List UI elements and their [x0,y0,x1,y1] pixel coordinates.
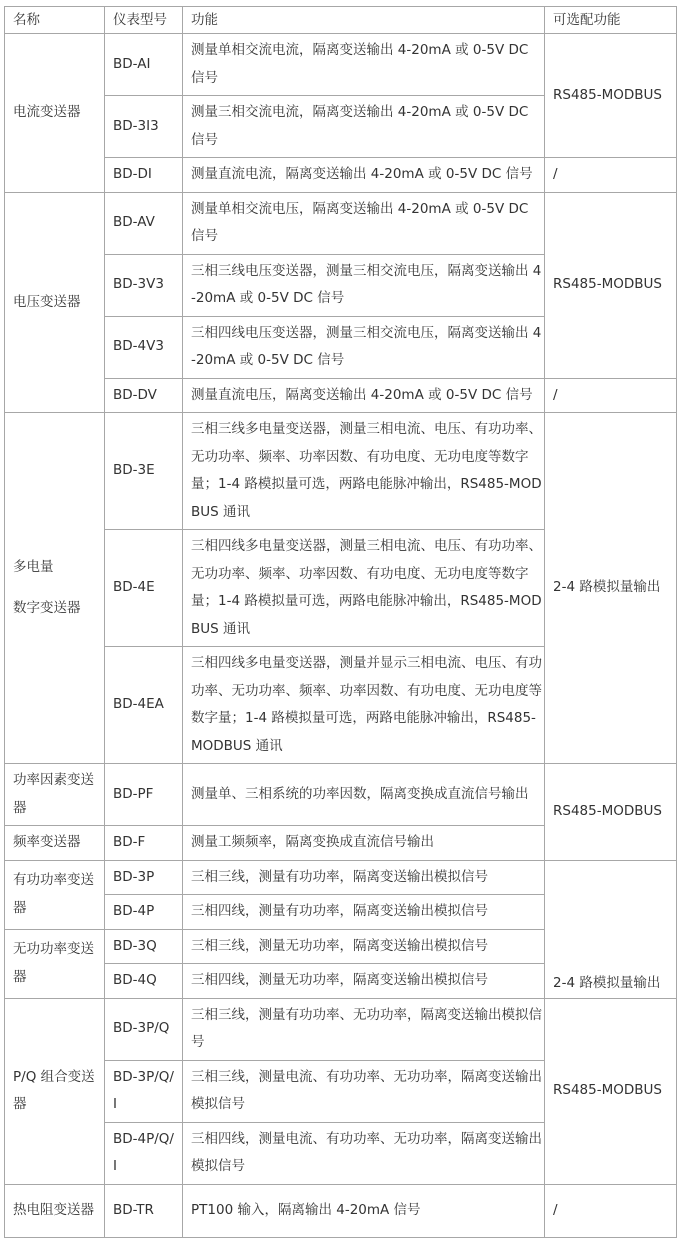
function-cell: 三相三线，测量电流、有功功率、无功功率，隔离变送输出模拟信号 [183,1060,545,1122]
table-row [5,378,677,413]
table-row [5,860,677,895]
table-row [5,998,677,1060]
model-cell: BD-F [105,826,183,861]
function-cell: 测量单相交流电压，隔离变送输出 4-20mA 或 0-5V DC 信号 [183,192,545,254]
table-row [5,192,677,254]
category-name: 有功功率变送器 [5,860,105,929]
model-cell: BD-3P [105,860,183,895]
model-cell: BD-4Q [105,964,183,999]
optional-cell: RS485-MODBUS [545,998,677,1184]
model-cell: BD-TR [105,1184,183,1237]
model-cell: BD-3Q [105,929,183,964]
transmitter-spec-table [4,6,677,1238]
function-cell: 三相三线多电量变送器，测量三相电流、电压、有功功率、无功功率、频率、功率因数、有功电度、无功电度等数字量；1-4 路模拟量可选，两路电能脉冲输出，RS485-MODBUS 通讯 [183,413,545,530]
category-name [5,413,105,764]
function-cell: 三相三线电压变送器，测量三相交流电压，隔离变送输出 4-20mA 或 0-5V DC 信号 [183,254,545,316]
category-name: 功率因素变送器 [5,764,105,826]
header-model: 仪表型号 [105,7,183,34]
header-function: 功能 [183,7,545,34]
model-cell: BD-4P/Q/I [105,1122,183,1184]
model-cell: BD-4E [105,530,183,647]
category-name-line1: 多电量 [13,558,54,575]
model-cell: BD-PF [105,764,183,826]
function-cell: 三相四线，测量有功功率，隔离变送输出模拟信号 [183,895,545,930]
category-name-line2: 数字变送器 [13,600,81,616]
header-row [5,7,677,34]
function-cell: 三相四线，测量电流、有功功率、无功功率，隔离变送输出模拟信号 [183,1122,545,1184]
model-cell: BD-DV [105,378,183,413]
optional-cell: 2-4 路模拟量输出 [545,860,677,998]
function-cell: 测量直流电压，隔离变送输出 4-20mA 或 0-5V DC 信号 [183,378,545,413]
function-cell: 测量单相交流电流，隔离变送输出 4-20mA 或 0-5V DC 信号 [183,34,545,96]
model-cell: BD-3E [105,413,183,530]
function-cell: 三相四线多电量变送器，测量并显示三相电流、电压、有功功率、无功功率、频率、功率因数、有功电度、无功电度等数字量；1-4 路模拟量可选，两路电能脉冲输出，RS485-MODBUS 通讯 [183,647,545,764]
function-cell: 三相三线，测量有功功率，隔离变送输出模拟信号 [183,860,545,895]
optional-cell: RS485-MODBUS [545,34,677,158]
model-cell: BD-4V3 [105,316,183,378]
header-name: 名称 [5,7,105,34]
optional-cell: / [545,378,677,413]
function-cell: 三相四线电压变送器，测量三相交流电压，隔离变送输出 4-20mA 或 0-5V DC 信号 [183,316,545,378]
model-cell: BD-4P [105,895,183,930]
function-cell: 测量三相交流电流，隔离变送输出 4-20mA 或 0-5V DC 信号 [183,96,545,158]
model-cell: BD-3V3 [105,254,183,316]
function-cell: 三相四线多电量变送器，测量三相电流、电压、有功功率、无功功率、频率、功率因数、有功电度、无功电度等数字量；1-4 路模拟量可选，两路电能脉冲输出，RS485-MODBUS 通讯 [183,530,545,647]
category-name: 电流变送器 [5,34,105,193]
table-row [5,158,677,193]
function-cell: PT100 输入，隔离输出 4-20mA 信号 [183,1184,545,1237]
model-cell: BD-3P/Q/I [105,1060,183,1122]
model-cell: BD-DI [105,158,183,193]
optional-cell: RS485-MODBUS [545,192,677,378]
function-cell: 三相四线，测量无功功率，隔离变送输出模拟信号 [183,964,545,999]
function-cell: 测量工频频率，隔离变换成直流信号输出 [183,826,545,861]
model-cell: BD-4EA [105,647,183,764]
header-optional: 可选配功能 [545,7,677,34]
optional-cell: RS485-MODBUS [545,764,677,861]
function-cell: 三相三线，测量有功功率、无功功率，隔离变送输出模拟信号 [183,998,545,1060]
category-name: 热电阻变送器 [5,1184,105,1237]
table-row [5,413,677,530]
optional-cell: / [545,1184,677,1237]
category-name: 频率变送器 [5,826,105,861]
function-cell: 测量单、三相系统的功率因数，隔离变换成直流信号输出 [183,764,545,826]
table-row [5,34,677,96]
table-row [5,764,677,826]
category-name: 电压变送器 [5,192,105,413]
optional-cell: 2-4 路模拟量输出 [545,413,677,764]
model-cell: BD-3I3 [105,96,183,158]
model-cell: BD-3P/Q [105,998,183,1060]
category-name: 无功功率变送器 [5,929,105,998]
model-cell: BD-AI [105,34,183,96]
category-name: P/Q 组合变送器 [5,998,105,1184]
table-row [5,1184,677,1237]
model-cell: BD-AV [105,192,183,254]
function-cell: 三相三线，测量无功功率，隔离变送输出模拟信号 [183,929,545,964]
optional-cell: / [545,158,677,193]
function-cell: 测量直流电流，隔离变送输出 4-20mA 或 0-5V DC 信号 [183,158,545,193]
